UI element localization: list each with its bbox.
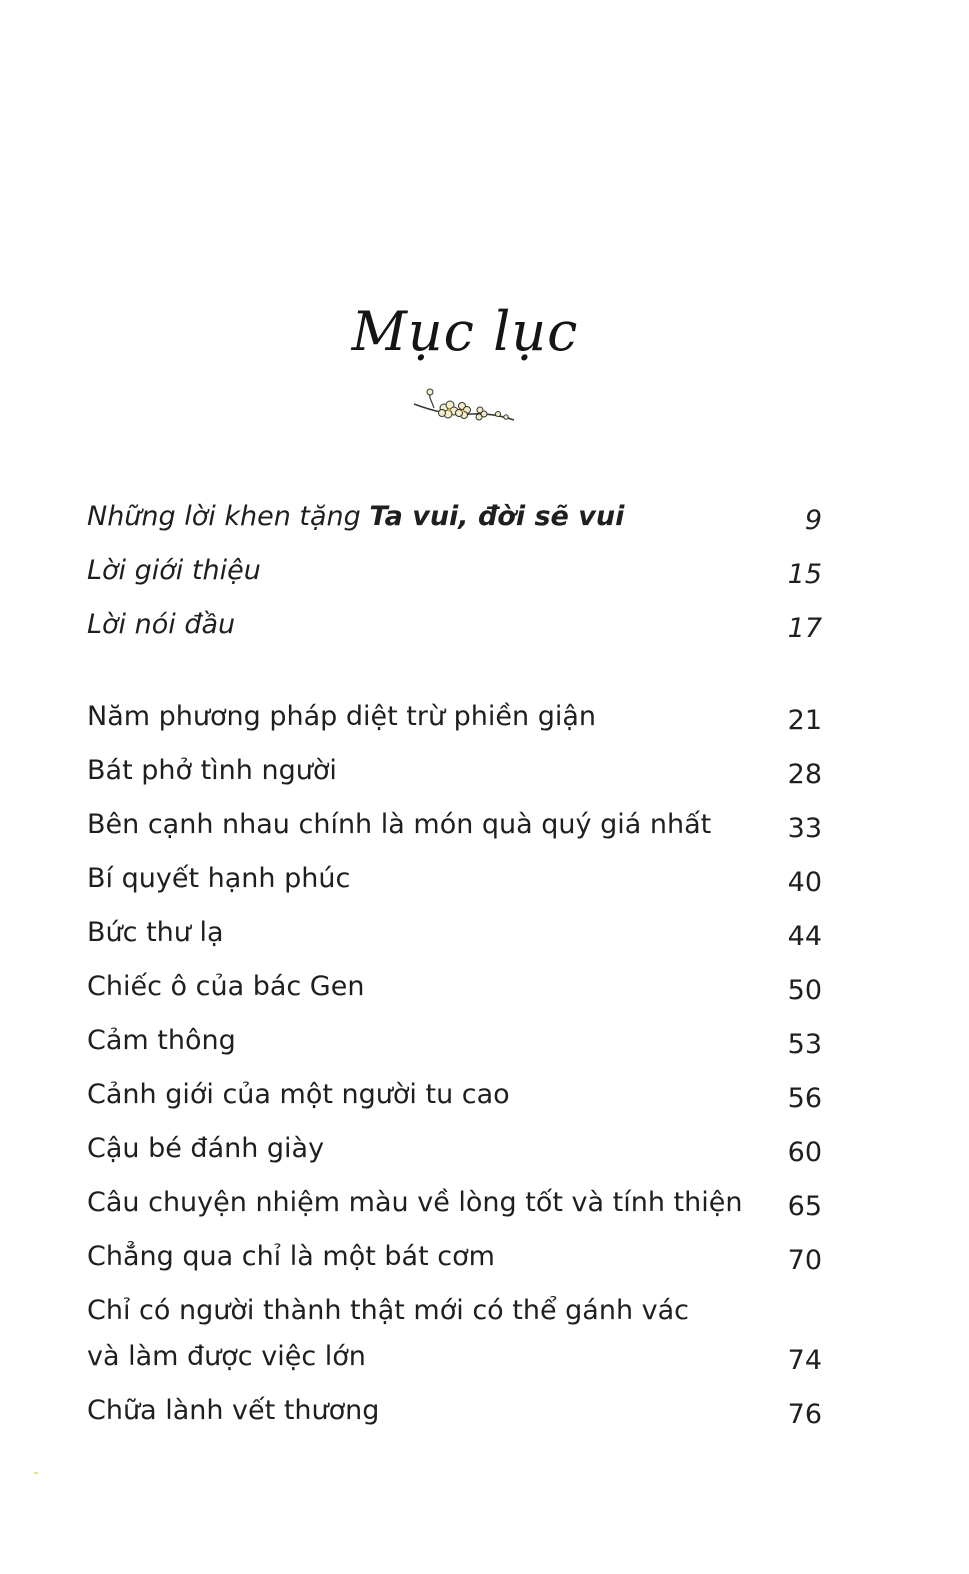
toc-entry[interactable] bbox=[87, 1072, 822, 1126]
toc-entry-page: 65 bbox=[787, 1191, 822, 1222]
toc-entry-title-line2: và làm được việc lớn bbox=[87, 1341, 366, 1372]
toc-entry[interactable] bbox=[87, 548, 822, 602]
toc-entry[interactable] bbox=[87, 1388, 822, 1442]
toc-entry[interactable] bbox=[87, 856, 822, 910]
toc-entry-title: Cảnh giới của một người tu cao bbox=[87, 1079, 510, 1110]
toc-entry-title: Cậu bé đánh giày bbox=[87, 1133, 325, 1164]
toc-entry-title: Lời giới thiệu bbox=[87, 555, 261, 586]
toc-entry-title: Bát phở tình người bbox=[87, 755, 337, 786]
toc-entry-title: Bí quyết hạnh phúc bbox=[87, 863, 351, 894]
toc-entry-title bbox=[87, 1288, 689, 1380]
toc-entry[interactable] bbox=[87, 964, 822, 1018]
toc-entry[interactable] bbox=[87, 910, 822, 964]
toc-entry[interactable] bbox=[87, 1288, 822, 1388]
chapter-list bbox=[87, 694, 822, 1442]
toc-entry-title: Bên cạnh nhau chính là món quà quý giá nhất bbox=[87, 809, 712, 840]
toc-entry-page: 9 bbox=[804, 505, 822, 536]
toc-entry-page: 50 bbox=[787, 975, 822, 1006]
toc-entry-title: Năm phương pháp diệt trừ phiền giận bbox=[87, 701, 597, 732]
toc-entry-page: 21 bbox=[787, 705, 822, 736]
toc-entry[interactable] bbox=[87, 748, 822, 802]
toc-entry-title: Chữa lành vết thương bbox=[87, 1395, 380, 1426]
toc-entry[interactable] bbox=[87, 494, 822, 548]
toc-entry[interactable] bbox=[87, 602, 822, 656]
toc-entry[interactable] bbox=[87, 694, 822, 748]
toc-entry-title: Bức thư lạ bbox=[87, 917, 224, 948]
toc-entry-page: 44 bbox=[787, 921, 822, 952]
toc-entry-page: 33 bbox=[787, 813, 822, 844]
toc-entry-title-line1: Chỉ có người thành thật mới có thể gánh vác bbox=[87, 1295, 690, 1326]
toc-entry-title: Cảm thông bbox=[87, 1025, 236, 1056]
toc-entry-title: Lời nói đầu bbox=[87, 609, 236, 640]
page-title: Mục lục bbox=[351, 300, 579, 363]
toc-entry[interactable] bbox=[87, 1018, 822, 1072]
toc-entry[interactable] bbox=[87, 1234, 822, 1288]
toc-entry-page: 53 bbox=[787, 1029, 822, 1060]
toc-entry-title: Những lời khen tặng Ta vui, đời sẽ vui bbox=[87, 501, 625, 532]
blossom-branch-icon bbox=[410, 386, 520, 428]
toc-entry[interactable] bbox=[87, 802, 822, 856]
toc-entry-title: Chiếc ô của bác Gen bbox=[87, 971, 365, 1002]
toc-entry-page: 28 bbox=[787, 759, 822, 790]
book-title-bold: Ta vui, đời sẽ vui bbox=[369, 501, 625, 532]
toc-entry[interactable] bbox=[87, 1126, 822, 1180]
front-matter-list bbox=[87, 494, 822, 656]
toc-entry-page: 40 bbox=[787, 867, 822, 898]
toc-entry-page: 60 bbox=[787, 1137, 822, 1168]
toc-entry-page: 74 bbox=[787, 1345, 822, 1376]
toc-entry-page: 56 bbox=[787, 1083, 822, 1114]
toc-entry-page: 70 bbox=[787, 1245, 822, 1276]
toc-entry-page: 17 bbox=[787, 613, 822, 644]
toc-entry[interactable] bbox=[87, 1180, 822, 1234]
scan-speck bbox=[34, 1472, 38, 1474]
toc-entry-title: Chẳng qua chỉ là một bát cơm bbox=[87, 1241, 495, 1272]
toc-entry-page: 15 bbox=[787, 559, 822, 590]
toc-entry-page: 76 bbox=[787, 1399, 822, 1430]
toc-entry-title: Câu chuyện nhiệm màu về lòng tốt và tính thiện bbox=[87, 1187, 743, 1218]
